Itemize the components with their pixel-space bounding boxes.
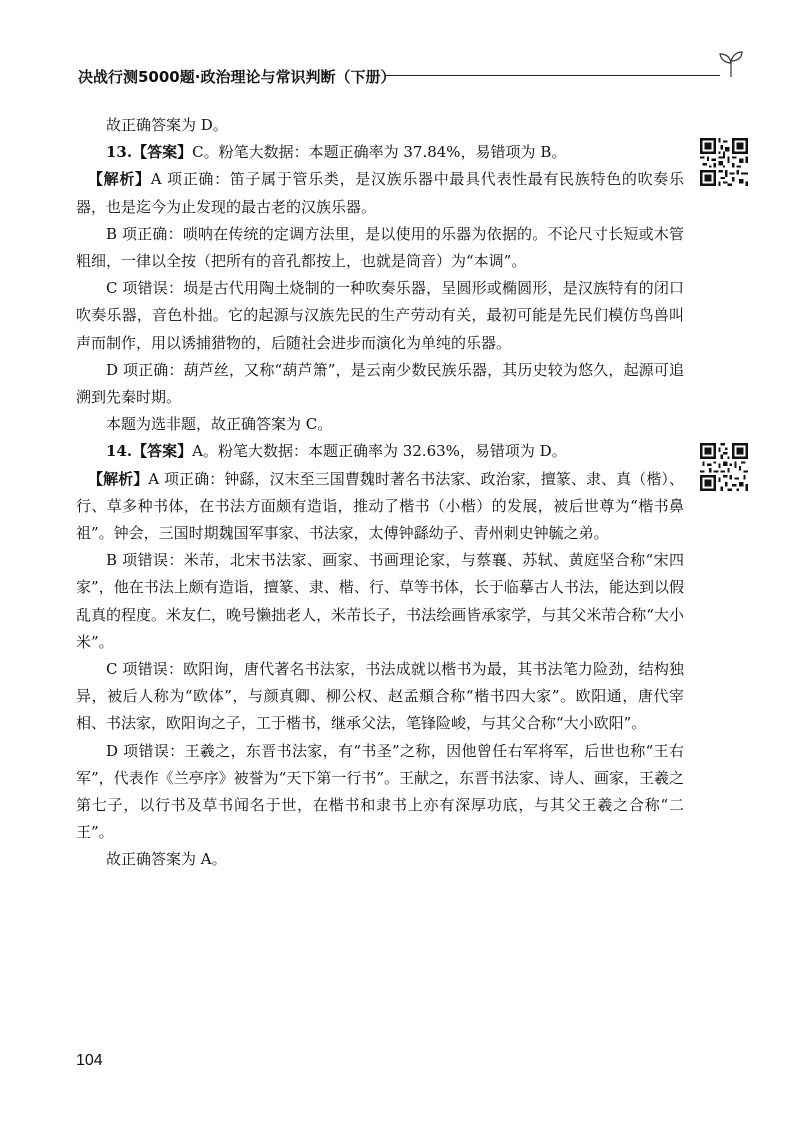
option-d-13: D 项正确：葫芦丝，又称“葫芦箫”，是云南少数民族乐器，其历史较为悠久，起源可追溯到先秦时期。 bbox=[76, 360, 684, 407]
jiexi-label-14: 【解析】 bbox=[88, 469, 149, 488]
sprout-icon bbox=[718, 50, 744, 78]
answer-explanations bbox=[76, 112, 684, 874]
answer-13-jiexi-a bbox=[76, 166, 684, 220]
answer-12-final: 故正确答案为 D。 bbox=[106, 116, 228, 134]
answer-13-label: 13.【答案】 bbox=[106, 143, 193, 162]
jiexi-label-13: 【解析】 bbox=[88, 170, 151, 189]
answer-14-value: A。粉笔大数据：本题正确率为 32.63%，易错项为 D。 bbox=[192, 442, 567, 461]
header-rule bbox=[386, 75, 720, 76]
option-a-14: A 项正确：钟繇，汉末至三国曹魏时著名书法家、政治家，擅篆、隶、真（楷）、行、草多种书体，在书法方面颇有造诣，推动了楷书（小楷）的发展，被后世尊为“楷书鼻祖”。钟会，三国时期魏国军事家、书法家，太傅钟繇幼子、青州刺史钟毓之弟。 bbox=[76, 469, 684, 543]
option-d-14: D 项错误：王羲之，东晋书法家，有“书圣”之称，因他曾任右军将军，后世也称“王右军”，代表作《兰亭序》被誉为“天下第一行书”。王献之，东晋书法家、诗人、画家，王羲之第七子，以行书及草书闻名于世，在楷书和隶书上亦有深厚功底，与其父王羲之合称“二王”。 bbox=[76, 741, 685, 842]
option-c-14: C 项错误：欧阳询，唐代著名书法家，书法成就以楷书为最，其书法笔力险劲，结构独异，被后人称为“欧体”，与颜真卿、柳公权、赵孟頫合称“楷书四大家”。欧阳通，唐代宰相、书法家，欧阳询之子，工于楷书，继承父法，笔锋险峻，与其父合称“大小欧阳”。 bbox=[76, 660, 684, 733]
answer-14-line bbox=[76, 438, 684, 465]
qr-code-icon-14[interactable] bbox=[700, 443, 748, 491]
answer-14-label: 14.【答案】 bbox=[106, 442, 193, 461]
book-title: 决战行测5000题·政治理论与常识判断（下册） bbox=[78, 68, 396, 86]
option-b-14: B 项错误：米芾，北宋书法家、画家、书画理论家，与蔡襄、苏轼、黄庭坚合称“宋四家”，他在书法上颇有造诣，擅篆、隶、楷、行、草等书体，长于临摹古人书法，能达到以假乱真的程度。米友仁，晚号懒拙老人，米芾长子，书法绘画皆承家学，与其父米芾合称“大小米”。 bbox=[76, 551, 684, 651]
answer-13-line bbox=[76, 139, 684, 166]
option-b-13: B 项正确：唢呐在传统的定调方法里，是以使用的乐器为依据的。不论尺寸长短或木管粗细，一律以全按（把所有的音孔都按上，也就是筒音）为“本调”。 bbox=[76, 224, 684, 271]
option-a-13: A 项正确：笛子属于管乐类，是汉族乐器中最具代表性最有民族特色的吹奏乐器，也是迄今为止发现的最古老的汉族乐器。 bbox=[76, 170, 684, 216]
option-c-13: C 项错误：埙是古代用陶土烧制的一种吹奏乐器，呈圆形或椭圆形，是汉族特有的闭口吹奏乐器，音色朴拙。它的起源与汉族先民的生产劳动有关，最初可能是先民们模仿鸟兽叫声而制作，用以诱捕猎物的，后随社会进步而演化为单纯的乐器。 bbox=[76, 279, 684, 352]
answer-13-value: C。粉笔大数据：本题正确率为 37.84%，易错项为 B。 bbox=[192, 143, 567, 162]
answer-14-jiexi-a bbox=[76, 466, 684, 548]
running-header bbox=[78, 66, 748, 86]
qr-code-icon-13[interactable] bbox=[700, 138, 748, 186]
page-number: 104 bbox=[76, 1052, 103, 1069]
answer-14-final: 故正确答案为 A。 bbox=[106, 850, 227, 869]
answer-13-summary: 本题为选非题，故正确答案为 C。 bbox=[106, 415, 333, 434]
